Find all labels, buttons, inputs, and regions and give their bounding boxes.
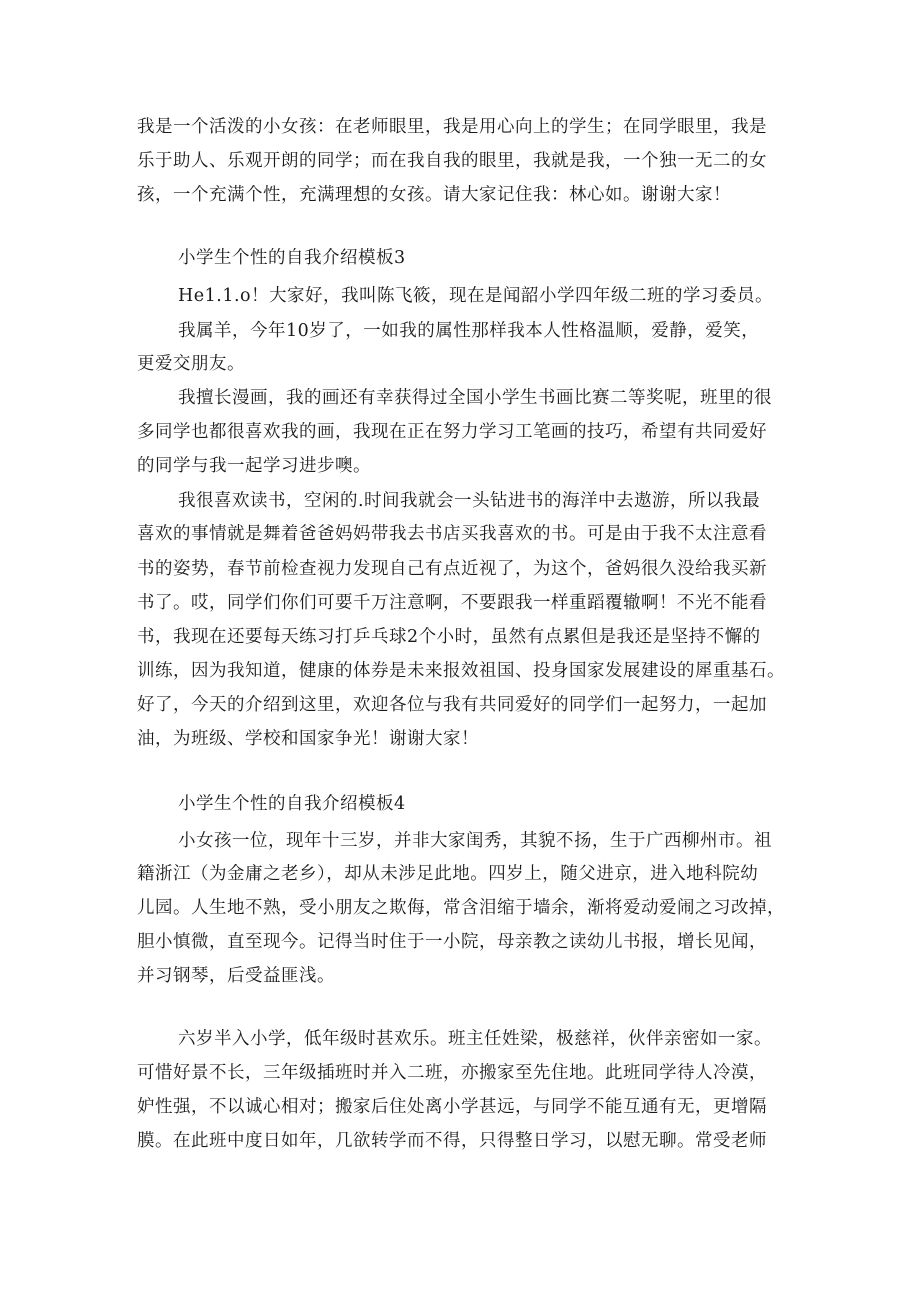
text-line: 的同学与我一起学习进步噢。 (137, 456, 371, 476)
text-line: 好了，今天的介绍到这里，欢迎各位与我有共同爱好的同学们一起努力，一起加 (137, 695, 767, 715)
section-title: 小学生个性的自我介绍模板4 (178, 794, 406, 814)
text-line: 小女孩一位，现年十三岁，并非大家闺秀，其貌不扬，生于广西柳州市。祖 (178, 831, 772, 851)
text-line: 孩，一个充满个性，充满理想的女孩。请大家记住我：林心如。谢谢大家！ (137, 185, 731, 205)
text-line: 我是一个活泼的小女孩：在老师眼里，我是用心向上的学生；在同学眼里，我是 (137, 117, 767, 137)
text-line: 乐于助人、乐观开朗的同学；而在我自我的眼里，我就是我，一个独一无二的女 (137, 151, 767, 171)
text-line: 我擅长漫画，我的画还有幸获得过全国小学生书画比赛二等奖呢，班里的很 (178, 388, 772, 408)
text-line: 可惜好景不长，三年级插班时并入二班，亦搬家至先住地。此班同学待人冷漠， (137, 1063, 767, 1083)
text-line: 六岁半入小学，低年级时甚欢乐。班主任姓梁，极慈祥，伙伴亲密如一家。 (178, 1029, 772, 1049)
text-line: 我很喜欢读书，空闲的.时间我就会一头钻进书的海洋中去遨游，所以我最 (178, 491, 761, 511)
text-line: 书了。哎，同学们你们可要千万注意啊，不要跟我一样重蹈覆辙啊！不光不能看 (137, 593, 767, 613)
text-line: 籍浙江（为金庸之老乡），却从未涉足此地。四岁上，随父进京，进入地科院幼 (137, 864, 759, 884)
text-line: 我属羊，今年10岁了，一如我的属性那样我本人性格温顺，爱静，爱笑， (178, 321, 760, 341)
text-line: 训练，因为我知道，健康的体券是未来报效祖国、投身国家发展建设的犀重基石。 (137, 661, 785, 681)
text-line: 膜。在此班中度日如年，几欲转学而不得，只得整日学习，以慰无聊。常受老师 (137, 1131, 767, 1151)
text-line: 喜欢的事情就是舞着爸爸妈妈带我去书店买我喜欢的书。可是由于我不太注意看 (137, 524, 767, 544)
text-line: 油，为班级、学校和国家争光！谢谢大家！ (137, 729, 479, 749)
text-line: 胆小慎微，直至现今。记得当时住于一小院，母亲教之读幼儿书报，增长见闻， (137, 932, 767, 952)
text-line: 儿园。人生地不熟，受小朋友之欺侮，常含泪缩于墙余，渐将爱动爱闹之习改掉， (137, 898, 785, 918)
text-line: 妒性强，不以诚心相对；搬家后住处离小学甚远，与同学不能互通有无，更增隔 (137, 1097, 767, 1117)
text-line: 书，我现在还要每天练习打乒乓球2个小时，虽然有点累但是我还是坚持不懈的 (137, 627, 761, 647)
text-line: 更爱交朋友。 (137, 354, 245, 374)
text-line: He1.1.o！大家好，我叫陈飞筱，现在是闻韶小学四年级二班的学习委员。 (178, 286, 774, 306)
text-line: 书的姿势，春节前检查视力发现自己有点近视了，为这个，爸妈很久没给我买新 (137, 559, 767, 579)
text-line: 多同学也都很喜欢我的画，我现在正在努力学习工笔画的技巧，希望有共同爱好 (137, 422, 767, 442)
text-line: 并习钢琴，后受益匪浅。 (137, 966, 335, 986)
section-title: 小学生个性的自我介绍模板3 (178, 248, 406, 268)
